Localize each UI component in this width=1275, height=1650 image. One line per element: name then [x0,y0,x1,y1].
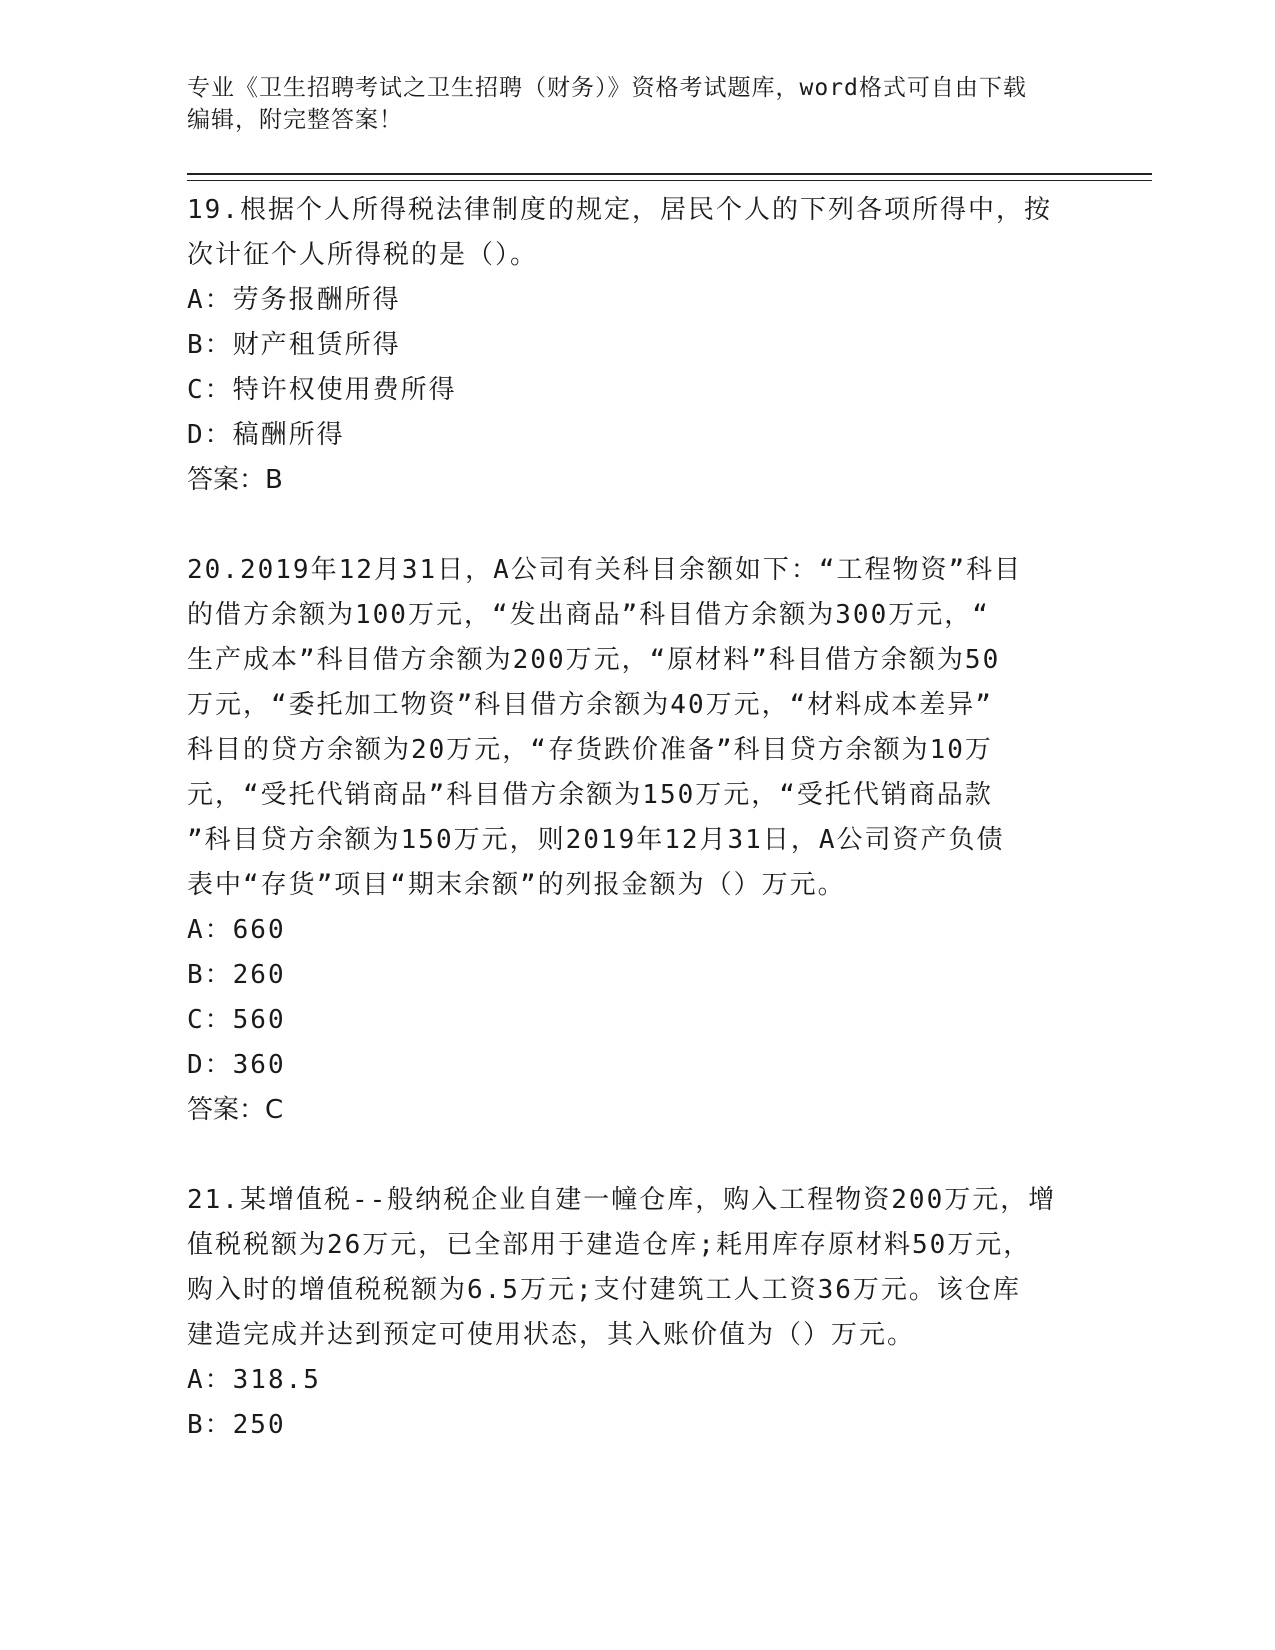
question-text-line: 科目的贷方余额为20万元，“存货跌价准备”科目贷方余额为10万 [187,735,993,765]
option-c: C：560 [187,1005,286,1035]
option-b: B：260 [187,960,286,990]
option-c: C：特许权使用费所得 [187,375,457,405]
answer-line: 答案：C [187,1095,284,1125]
question-list [187,188,1087,1448]
header-line-2: 编辑，附完整答案！ [187,107,403,133]
question-spacer [187,503,1087,548]
question-text-line: 生产成本”科目借方余额为200万元，“原材料”科目借方余额为50 [187,645,1001,675]
question-text-line: 元，“受托代销商品”科目借方余额为150万元，“受托代销商品款 [187,780,993,810]
option-b: B：财产租赁所得 [187,330,401,360]
question-text-line: 的借方余额为100万元，“发出商品”科目借方余额为300万元，“ [187,600,990,630]
option-d: D：360 [187,1050,286,1080]
question-text-line: 建造完成并达到预定可使用状态，其入账价值为（）万元。 [187,1320,916,1350]
question-text-line: 表中“存货”项目“期末余额”的列报金额为（）万元。 [187,870,846,900]
question-text-line: ”科目贷方余额为150万元，则2019年12月31日，A公司资产负债 [187,825,1005,855]
header-line-1: 专业《卫生招聘考试之卫生招聘（财务）》资格考试题库，word格式可自由下载 [187,75,1027,101]
question-spacer [187,1133,1087,1178]
question-text-line: 19.根据个人所得税法律制度的规定，居民个人的下列各项所得中，按 [187,195,1052,225]
question-text-line: 值税税额为26万元，已全部用于建造仓库;耗用库存原材料50万元， [187,1230,1032,1260]
question-text-line: 20.2019年12月31日，A公司有关科目余额如下：“工程物资”科目 [187,555,1023,585]
option-a: A：劳务报酬所得 [187,285,401,315]
question-text-line: 万元，“委托加工物资”科目借方余额为40万元，“材料成本差异” [187,690,993,720]
header-divider-thin [187,180,1152,181]
question-21 [187,1178,1087,1448]
question-text-line: 次计征个人所得税的是（）。 [187,240,539,270]
option-b: B：250 [187,1410,286,1440]
question-20 [187,548,1087,1133]
document-header [187,72,1087,136]
question-19 [187,188,1087,503]
option-a: A：318.5 [187,1365,321,1395]
question-text-line: 21.某增值税--般纳税企业自建一幢仓库，购入工程物资200万元，增 [187,1185,1057,1215]
option-d: D：稿酬所得 [187,420,345,450]
option-a: A：660 [187,915,286,945]
question-text-line: 购入时的增值税税额为6.5万元;支付建筑工人工资36万元。该仓库 [187,1275,1021,1305]
header-divider-thick [187,173,1152,175]
answer-line: 答案：B [187,465,283,495]
